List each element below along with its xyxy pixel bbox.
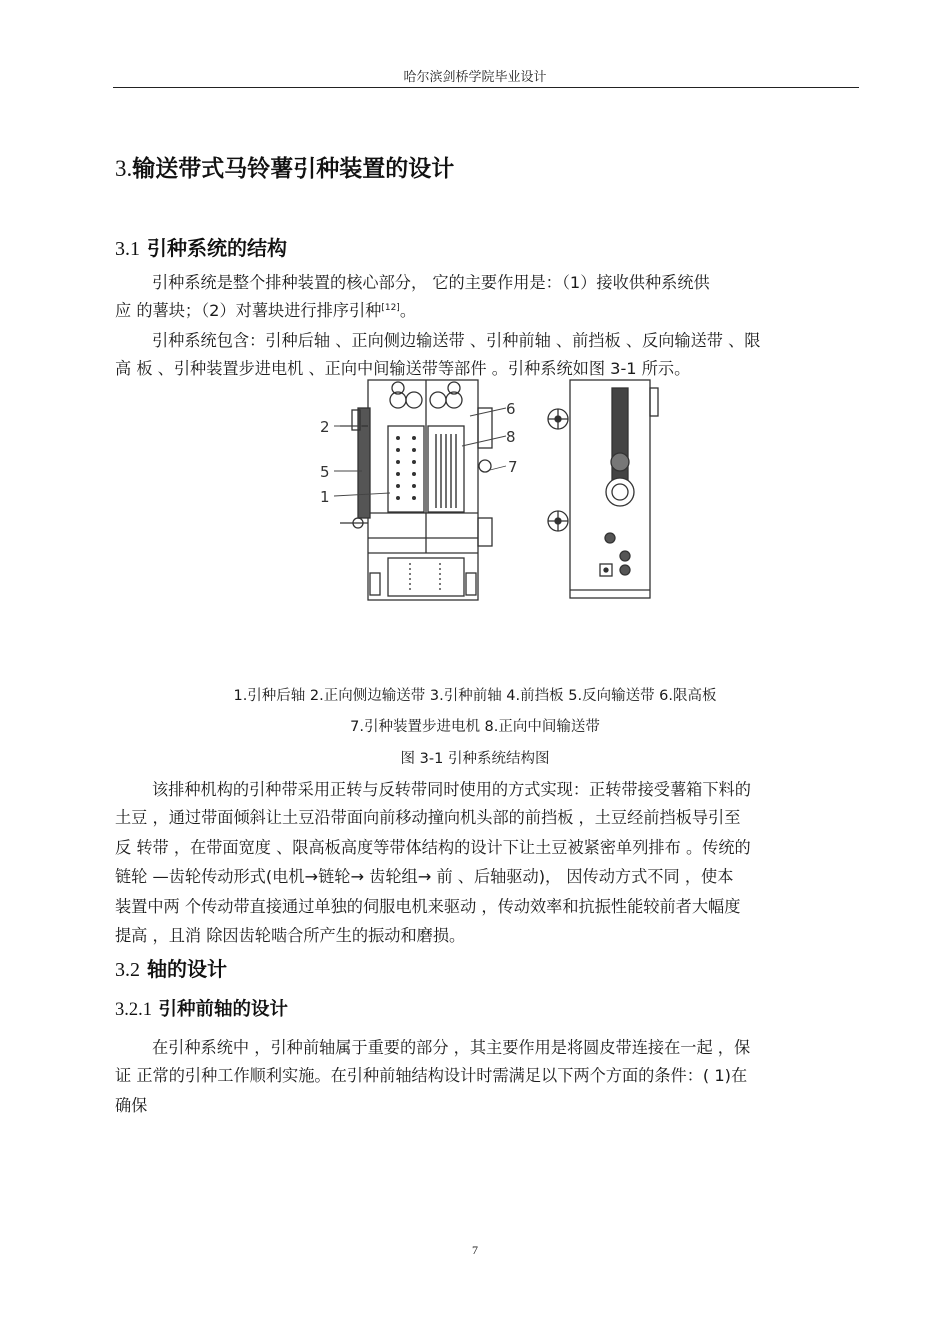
callout-label: 6 [506, 400, 516, 418]
subsection-title: 引种前轴的设计 [158, 999, 288, 1020]
paragraph-line: 确保 [115, 1096, 148, 1115]
paragraph-line: 土豆 ，通过带面倾斜让土豆沿带面向前移动撞向机头部的前挡板 ，土豆经前挡板导引至 [115, 808, 741, 827]
paragraph-text: 。 [399, 301, 417, 320]
paragraph-line: 装置中两 个传动带直接通过单独的伺服电机来驱动 ，传动效率和抗振性能较前者大幅度 [115, 897, 741, 916]
figure-caption: 图 3-1 引种系统结构图 [400, 751, 550, 767]
section-heading-3-2 [115, 953, 227, 982]
chapter-title: 输送带式马铃薯引种装置的设计 [132, 156, 455, 182]
chapter-number: 3. [115, 156, 133, 181]
paragraph-line: 高 板 、引种装置步进电机 、正向中间输送带等部件 。引种系统如图 3-1 所示。 [115, 359, 691, 378]
callout-label: 1 [320, 488, 330, 506]
subsection-heading-3-2-1 [115, 995, 288, 1021]
section-title: 轴的设计 [146, 957, 227, 981]
figure-legend-line: 7.引种装置步进电机 8.正向中间输送带 [350, 719, 600, 735]
paragraph-line: 提高 ，且消 除因齿轮啮合所产生的振动和磨损。 [115, 926, 466, 945]
paragraph-line: 证 正常的引种工作顺利实施。在引种前轴结构设计时需满足以下两个方面的条件：( 1)在 [115, 1066, 748, 1085]
callout-label: 7 [508, 458, 518, 476]
callout-label: 5 [320, 463, 330, 481]
chapter-heading [115, 150, 454, 183]
section-number: 3.2 [115, 959, 140, 981]
page-header: 哈尔滨剑桥学院毕业设计 [403, 70, 547, 85]
paragraph-line: 引种系统是整个排种装置的核心部分， 它的主要作用是：（1）接收供种系统供 [152, 273, 710, 292]
callout-label: 2 [320, 418, 330, 436]
section-number: 3.1 [115, 238, 140, 260]
header-divider [113, 87, 859, 88]
conveyor-belt-left [388, 426, 424, 512]
paragraph-text: 应 的薯块；（2）对薯块进行排序引种 [115, 301, 382, 320]
figure-3-1-drawing [300, 378, 690, 608]
figure-legend-line: 1.引种后轴 2.正向侧边输送带 3.引种前轴 4.前挡板 5.反向输送带 6.限高板 [233, 688, 717, 704]
subsection-number: 3.2.1 [115, 1000, 152, 1020]
section-heading-3-1 [115, 232, 287, 261]
machine-frame [368, 380, 478, 600]
paragraph-line: 引种系统包含：引种后轴 、正向侧边输送带 、引种前轴 、前挡板 、反向输送带 、限 [152, 331, 761, 350]
page-number: 7 [472, 1243, 478, 1257]
paragraph-line: 反 转带 ，在带面宽度 、限高板高度等带体结构的设计下让土豆被紧密单列排布 。传统的 [115, 838, 751, 857]
section-title: 引种系统的结构 [146, 236, 287, 260]
paragraph-line: 该排种机构的引种带采用正转与反转带同时使用的方式实现：正转带接受薯箱下料的 [152, 780, 751, 799]
paragraph-line: 链轮 —齿轮传动形式(电机→链轮→ 齿轮组→ 前 、后轴驱动)， 因传动方式不同 ，使本 [115, 867, 734, 886]
citation-ref: [12] [381, 303, 400, 313]
callout-label: 8 [506, 428, 516, 446]
paragraph-line: 在引种系统中 ，引种前轴属于重要的部分 ，其主要作用是将圆皮带连接在一起 ，保 [152, 1038, 751, 1057]
paragraph-line [115, 301, 416, 321]
